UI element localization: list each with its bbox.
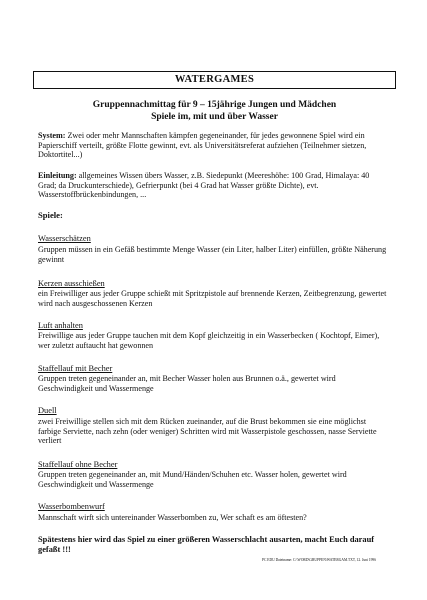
game-description: Mannschaft wirft sich untereinander Wasserbomben zu, Wer schaft es am öftesten?	[38, 513, 307, 522]
einleitung-text: allgemeines Wissen übers Wasser, z.B. Siedepunkt (Meereshöhe: 100 Grad, Himalaya: 40 Grad; da Druckunterschiede), Gefrierpunkt (bei 4 Grad hat Wasser größte Dichte), evt. Wasserstoffbrückenbindungen, ...	[38, 171, 370, 200]
game-description: Gruppen treten gegeneinander an, mit Mund/Händen/Schuhen etc. Wasser holen, gewertet wird Geschwindigkeit und Wassermenge	[38, 470, 347, 489]
system-text: Zwei oder mehr Mannschaften kämpfen gegeneinander, für jedes gewonnene Spiel wird ein Papierschiff verteilt, größte Flotte gewinnt, evt. als Universitätsreferat aufziehen (Teilnehmer sietzen, Doktortitel...)	[38, 131, 367, 160]
game-description: zwei Freiwillige stellen sich mit dem Rücken zueinander, auf die Brust bekommen sie eine möglichst farbige Serviette, nach zehn (oder weniger) Schritten wird mit Wasserpistole geschossen, nasse Serviette verliert	[38, 417, 377, 446]
file-footnote: PC EDU Dateiname: C:\WORD\GRUPPEN\WATERGAM.TXT, 12. Juni 1996	[262, 558, 377, 562]
einleitung-label: Einleitung:	[38, 171, 77, 180]
system-label: System:	[38, 131, 66, 140]
game-description: Gruppen müssen in ein Gefäß bestimmte Menge Wasser (ein Liter, halber Liter) einfüllen, größte Näherung gewinnt	[38, 245, 387, 264]
system-paragraph	[38, 131, 388, 160]
document-title: WATERGAMES	[33, 71, 396, 89]
game-heading: Duell	[38, 406, 57, 415]
game-heading: Kerzen ausschießen	[38, 279, 105, 288]
einleitung-paragraph	[38, 171, 388, 200]
game-heading: Luft anhalten	[38, 321, 83, 330]
game-description: ein Freiwilliger aus jeder Gruppe schießt mit Spritzpistole auf brennende Kerzen, Zeitbegrenzung, gewertet wird nach ausgeschossenen Kerzen	[38, 289, 387, 308]
game-description: Freiwillige aus jeder Gruppe tauchen mit dem Kopf gleichzeitig in ein Wasserbecken ( Kochtopf, Eimer), wer zuletzt auftaucht hat gewonnen	[38, 331, 380, 350]
spiele-heading: Spiele:	[38, 210, 63, 220]
game-heading: Wasserbombenwurf	[38, 502, 105, 511]
subtitle-line-1: Gruppennachmittag für 9 – 15jährige Jungen und Mädchen	[92, 100, 337, 110]
game-heading: Wasserschätzen	[38, 234, 91, 243]
subtitle-line-2: Spiele im, mit und über Wasser	[151, 112, 278, 122]
game-description: Gruppen treten gegeneinander an, mit Becher Wasser holen aus Brunnen o.ä., gewertet wird Geschwindigkeit und Wassermenge	[38, 374, 336, 393]
game-heading: Staffellauf ohne Becher	[38, 460, 118, 469]
game-heading: Staffellauf mit Becher	[38, 364, 113, 373]
closing-note: Spätestens hier wird das Spiel zu einer größeren Wasserschlacht ausarten, macht Euch darauf gefaßt !!!	[38, 535, 375, 554]
